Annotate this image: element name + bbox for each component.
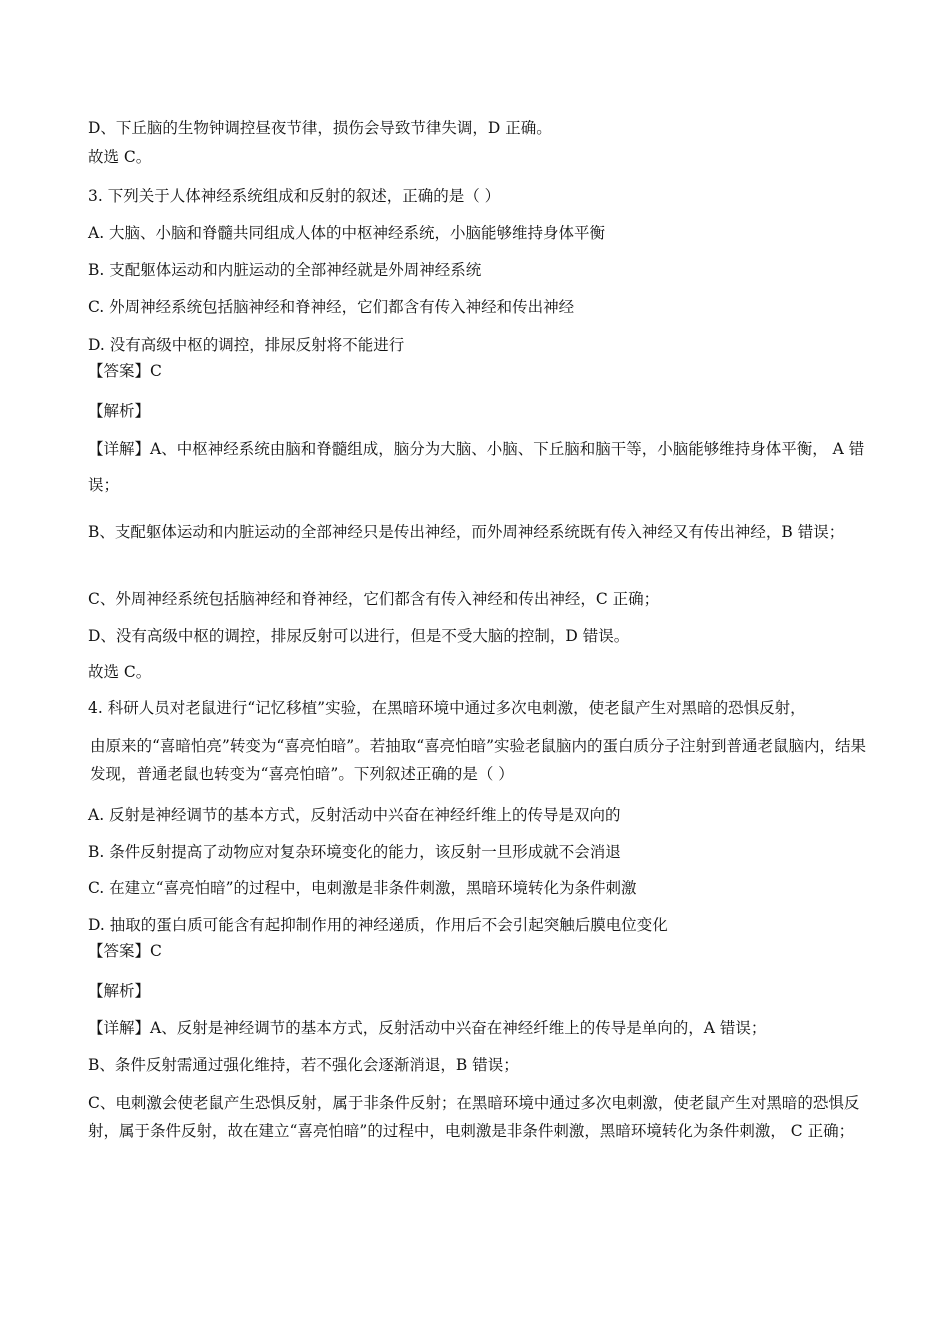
q4-analysis-label: 【解析】 — [88, 982, 151, 1000]
q3-option-a: A. 大脑、小脑和脊髓共同组成人体的中枢神经系统，小脑能够维持身体平衡 — [88, 224, 606, 242]
q4-option-c: C. 在建立“喜亮怕暗”的过程中，电刺激是非条件刺激，黑暗环境转化为条件刺激 — [88, 879, 637, 897]
q4-option-b: B. 条件反射提高了动物应对复杂环境变化的能力，该反射一旦形成就不会消退 — [88, 843, 621, 861]
q4-stem-line1: 4. 科研人员对老鼠进行“记忆移植”实验，在黑暗环境中通过多次电刺激，使老鼠产生对黑暗的恐惧反射， — [88, 699, 806, 717]
q3-analysis-label: 【解析】 — [88, 402, 151, 420]
q3-detail-b: B、支配躯体运动和内脏运动的全部神经只是传出神经，而外周神经系统既有传入神经又有传出神经，B 错误； — [88, 523, 845, 541]
q4-detail-c: C、电刺激会使老鼠产生恐惧反射，属于非条件反射；在黑暗环境中通过多次电刺激，使老鼠产生对黑暗的恐惧反射，属于条件反射，故在建立“喜亮怕暗”的过程中，电刺激是非条件刺激，黑暗环境转化为条件刺激， C 正确； — [88, 1094, 860, 1140]
q3-detail-d: D、没有高级中枢的调控，排尿反射可以进行，但是不受大脑的控制，D 错误。 — [88, 627, 630, 645]
q3-option-d: D. 没有高级中枢的调控，排尿反射将不能进行 — [88, 336, 405, 354]
q2-option-d-explanation: D、下丘脑的生物钟调控昼夜节律，损伤会导致节律失调，D 正确。 — [88, 119, 552, 137]
q3-conclusion: 故选 C。 — [88, 663, 152, 681]
q2-conclusion: 故选 C。 — [88, 148, 152, 166]
q3-detail-c: C、外周神经系统包括脑神经和脊神经，它们都含有传入神经和传出神经，C 正确； — [88, 590, 660, 608]
q3-option-c: C. 外周神经系统包括脑神经和脊神经，它们都含有传入神经和传出神经 — [88, 298, 575, 316]
q4-option-d: D. 抽取的蛋白质可能含有起抑制作用的神经递质，作用后不会引起突触后膜电位变化 — [88, 916, 668, 934]
q4-detail-b: B、条件反射需通过强化维持，若不强化会逐渐消退，B 错误； — [88, 1056, 519, 1074]
q4-answer: 【答案】C — [88, 942, 162, 960]
q4-detail-a: 【详解】A、反射是神经调节的基本方式，反射活动中兴奋在神经纤维上的传导是单向的，A 错误； — [88, 1019, 767, 1037]
q3-answer: 【答案】C — [88, 362, 162, 380]
q3-detail-a: 【详解】A、中枢神经系统由脑和脊髓组成，脑分为大脑、小脑、下丘脑和脑干等，小脑能够维持身体平衡， A 错误； — [88, 440, 865, 494]
q4-stem-rest: 由原来的“喜暗怕亮”转变为“喜亮怕暗”。若抽取“喜亮怕暗”实验老鼠脑内的蛋白质分子注射到普通老鼠脑内，结果发现，普通老鼠也转变为“喜亮怕暗”。下列叙述正确的是（ ） — [90, 737, 867, 783]
q3-option-b: B. 支配躯体运动和内脏运动的全部神经就是外周神经系统 — [88, 261, 482, 279]
q3-stem: 3. 下列关于人体神经系统组成和反射的叙述，正确的是（ ） — [88, 187, 501, 205]
q4-option-a: A. 反射是神经调节的基本方式，反射活动中兴奋在神经纤维上的传导是双向的 — [88, 806, 621, 824]
